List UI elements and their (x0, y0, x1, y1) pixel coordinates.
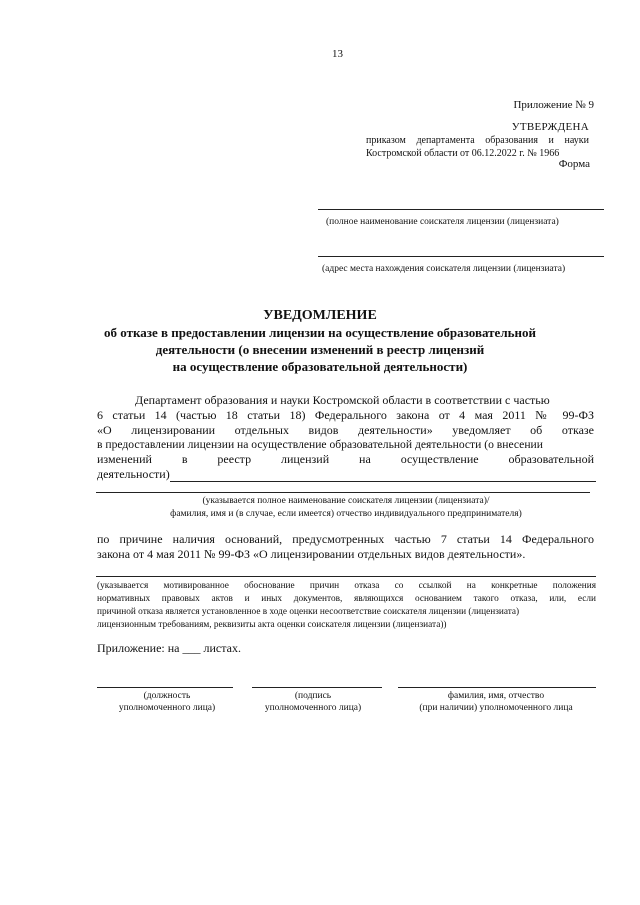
body-line-5: изменений в реестр лицензий на осуществление образовательной (97, 452, 594, 466)
form-label: Форма (558, 158, 590, 170)
appendix-number: Приложение № 9 (513, 99, 594, 111)
position-caption-2: уполномоченного лица) (118, 703, 216, 713)
position-line (97, 687, 233, 688)
body-line-6: деятельности) (97, 467, 170, 481)
applicant-address-line (318, 256, 604, 257)
body-line-4: в предоставлении лицензии на осуществление образовательной деятельности (о внесении (97, 438, 543, 451)
full-name-caption-2: (при наличии) уполномоченного лица (419, 703, 573, 713)
approved-label: УТВЕРЖДЕНА (511, 121, 589, 133)
full-name-caption-1: фамилия, имя, отчество (447, 691, 545, 701)
full-name-line (398, 687, 596, 688)
order-line-1: приказом департамента образования и науки (366, 135, 589, 146)
reason-caption-3: причиной отказа является установленное в ходе оценки несоответствие соискателя лицензии (лицензиата) (97, 607, 520, 617)
signature-line (252, 687, 382, 688)
attachment-line: Приложение: на ___ листах. (97, 641, 241, 655)
applicant-caption-1: (указывается полное наименование соискателя лицензии (лицензиата)/ (202, 496, 490, 506)
position-caption-1: (должность (143, 691, 191, 701)
reason-fill-line (96, 576, 596, 577)
reason-caption-1: (указывается мотивированное обоснование причин отказа со ссылкой на конкретные положения (97, 581, 596, 591)
signature-caption-1: (подпись (294, 691, 332, 701)
body-line-3: «О лицензировании отдельных видов деятельности» уведомляет об отказе (97, 423, 594, 437)
page-number: 13 (332, 48, 343, 60)
applicant-name-line (318, 209, 604, 210)
reason-caption-4: лицензионным требованиям, реквизиты акта оценки соискателя лицензии (лицензиата)) (97, 620, 447, 630)
activity-fill-line (170, 481, 596, 482)
applicant-name-caption: (полное наименование соискателя лицензии (лицензиата) (326, 217, 559, 227)
body-line-2: 6 статьи 14 (частью 18 статьи 18) Федерального закона от 4 мая 2011 № 99-ФЗ (97, 408, 594, 422)
order-line-2: Костромской области от 06.12.2022 г. № 1966 (366, 148, 560, 159)
notice-subtitle-2: деятельности (о внесении изменений в реестр лицензий (155, 342, 485, 357)
reason-line-2: закона от 4 мая 2011 № 99-ФЗ «О лицензировании отдельных видов деятельности». (97, 547, 526, 561)
reason-line-1: по причине наличия оснований, предусмотренных частью 7 статьи 14 Федерального (97, 532, 594, 546)
notice-title: УВЕДОМЛЕНИЕ (263, 308, 377, 323)
notice-subtitle-1: об отказе в предоставлении лицензии на осуществление образовательной (104, 325, 536, 340)
reason-caption-2: нормативных правовых актов и иных документов, являющихся основанием такого отказа, или, если (97, 594, 596, 604)
notice-subtitle-3: на осуществление образовательной деятельности) (172, 359, 468, 374)
applicant-fill-line (96, 492, 590, 493)
applicant-address-caption: (адрес места нахождения соискателя лицензии (лицензиата) (322, 264, 566, 274)
signature-caption-2: уполномоченного лица) (264, 703, 362, 713)
body-line-1: Департамент образования и науки Костромской области в соответствии с частью (135, 393, 550, 407)
applicant-caption-2: фамилия, имя и (в случае, если имеется) отчество индивидуального предпринимателя) (170, 509, 522, 519)
